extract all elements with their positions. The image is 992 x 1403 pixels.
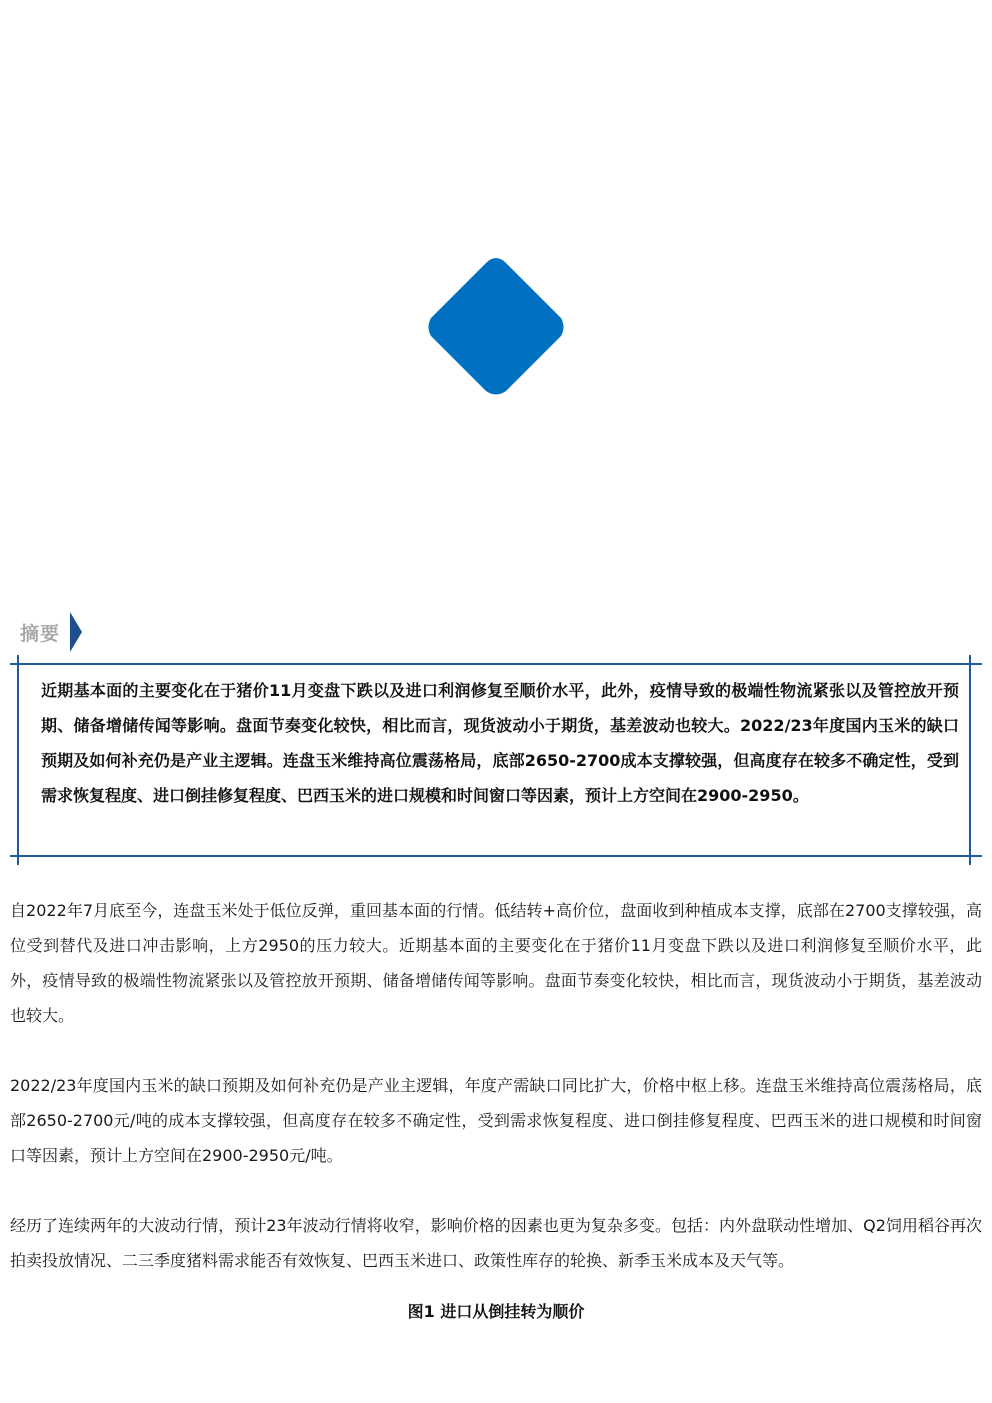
abstract-box (10, 655, 982, 865)
chevron-right-icon (70, 612, 82, 652)
abstract-box-left-border (17, 655, 19, 865)
body-paragraph-1: 自2022年7月底至今，连盘玉米处于低位反弹，重回基本面的行情。低结转+高价位，盘面收到种植成本支撑，底部在2700支撑较强，高位受到替代及进口冲击影响，上方2950的压力较大。近期基本面的主要变化在于猪价11月变盘下跌以及进口利润修复至顺价水平，此外，疫情导致的极端性物流紧张以及管控放开预期、储备增储传闻等影响。盘面节奏变化较快，相比而言，现货波动小于期货，基差波动也较大。 (10, 901, 982, 1025)
abstract-heading (20, 612, 82, 652)
figure-caption: 图1 进口从倒挂转为顺价 (407, 1302, 585, 1321)
body-paragraph-3: 经历了连续两年的大波动行情，预计23年波动行情将收窄，影响价格的因素也更为复杂多变。包括：内外盘联动性增加、Q2饲用稻谷再次拍卖投放情况、二三季度猪料需求能否有效恢复、巴西玉米进口、政策性库存的轮换、新季玉米成本及天气等。 (10, 1216, 982, 1270)
abstract-box-top-border (10, 663, 982, 665)
body-paragraph-2: 2022/23年度国内玉米的缺口预期及如何补充仍是产业主逻辑，年度产需缺口同比扩大，价格中枢上移。连盘玉米维持高位震荡格局，底部2650-2700元/吨的成本支撑较强，但高度存在较多不确定性，受到需求恢复程度、进口倒挂修复程度、巴西玉米的进口规模和时间窗口等因素，预计上方空间在2900-2950元/吨。 (10, 1076, 982, 1165)
abstract-box-right-border (969, 655, 971, 865)
abstract-box-bottom-border (10, 855, 982, 857)
abstract-text: 近期基本面的主要变化在于猪价11月变盘下跌以及进口利润修复至顺价水平，此外，疫情导致的极端性物流紧张以及管控放开预期、储备增储传闻等影响。盘面节奏变化较快，相比而言，现货波动小于期货，基差波动也较大。2022/23年度国内玉米的缺口预期及如何补充仍是产业主逻辑。连盘玉米维持高位震荡格局，底部2650-2700成本支撑较强，但高度存在较多不确定性，受到需求恢复程度、进口倒挂修复程度、巴西玉米的进口规模和时间窗口等因素，预计上方空间在2900-2950。 (41, 681, 959, 805)
diamond-logo-icon (426, 256, 566, 398)
abstract-heading-label: 摘要 (20, 622, 61, 645)
